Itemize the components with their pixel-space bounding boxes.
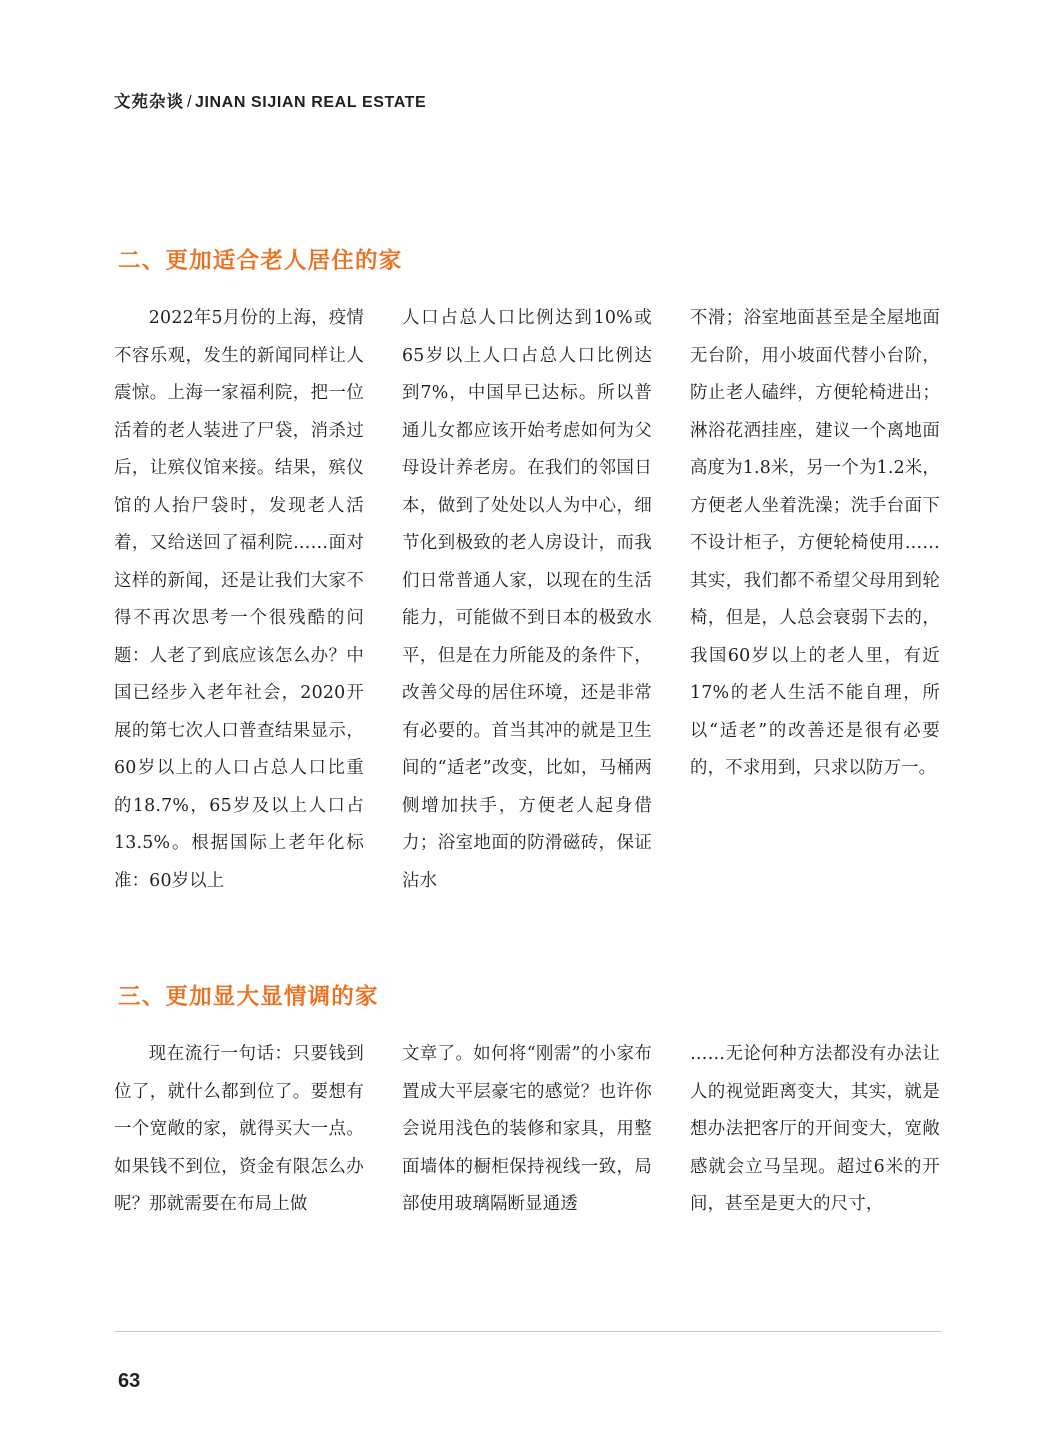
text-column [690, 300, 940, 900]
section-heading-2: 二、更加适合老人居住的家 [118, 248, 403, 274]
page-number: 63 [118, 1370, 141, 1392]
section-3-columns [114, 1036, 942, 1224]
paragraph: 人口占总人口比例达到10%或65岁以上人口占总人口比例达到7%，中国早已达标。所以普通儿女都应该开始考虑如何为父母设计养老房。在我们的邻国日本，做到了处处以人为中心，细节化到极致的老人房设计，而我们日常普通人家，以现在的生活能力，可能做不到日本的极致水平，但是在力所能及的条件下，改善父母的居住环境，还是非常有必要的。首当其冲的就是卫生间的“适老”改变，比如，马桶两侧增加扶手，方便老人起身借力；浴室地面的防滑磁砖，保证沾水 [402, 308, 652, 891]
text-column [114, 300, 364, 900]
paragraph: 2022年5月份的上海，疫情不容乐观，发生的新闻同样让人震惊。上海一家福利院，把一位活着的老人装进了尸袋，消杀过后，让殡仪馆来接。结果，殡仪馆的人抬尸袋时，发现老人活着，又给送回了福利院……面对这样的新闻，还是让我们大家不得不再次思考一个很残酷的问题：人老了到底应该怎么办？中国已经步入老年社会，2020开展的第七次人口普查结果显示，60岁以上的人口占总人口比重的18.7%，65岁及以上人口占13.5%。根据国际上老年化标准：60岁以上 [114, 308, 364, 891]
paragraph: 现在流行一句话：只要钱到位了，就什么都到位了。要想有一个宽敞的家，就得买大一点。如果钱不到位，资金有限怎么办呢？那就需要在布局上做 [114, 1044, 364, 1214]
running-head-en: JINAN SIJIAN REAL ESTATE [194, 94, 427, 111]
running-head-separator: / [187, 93, 192, 111]
text-column [402, 300, 652, 900]
paragraph: ……无论何种方法都没有办法让人的视觉距离变大，其实，就是想办法把客厅的开间变大，宽敞感就会立马呈现。超过6米的开间，甚至是更大的尺寸， [690, 1044, 940, 1214]
paragraph: 文章了。如何将“刚需”的小家布置成大平层豪宅的感觉？也许你会说用浅色的装修和家具，用整面墙体的橱柜保持视线一致，局部使用玻璃隔断显通透 [402, 1044, 652, 1214]
paragraph: 不滑；浴室地面甚至是全屋地面无台阶，用小坡面代替小台阶，防止老人磕绊，方便轮椅进出；淋浴花洒挂座，建议一个离地面高度为1.8米，另一个为1.2米，方便老人坐着洗澡；洗手台面下不设计柜子，方便轮椅使用……其实，我们都不希望父母用到轮椅，但是，人总会衰弱下去的，我国60岁以上的老人里，有近17%的老人生活不能自理，所以“适老”的改善还是很有必要的，不求用到，只求以防万一。 [690, 308, 941, 778]
footer-divider [114, 1331, 942, 1332]
text-column [114, 1036, 364, 1224]
text-column [402, 1036, 652, 1224]
running-head [114, 88, 914, 112]
section-2-columns [114, 300, 942, 900]
section-heading-3: 三、更加显大显情调的家 [118, 984, 379, 1010]
running-head-cn: 文苑杂谈 [114, 92, 184, 111]
text-column [690, 1036, 940, 1224]
